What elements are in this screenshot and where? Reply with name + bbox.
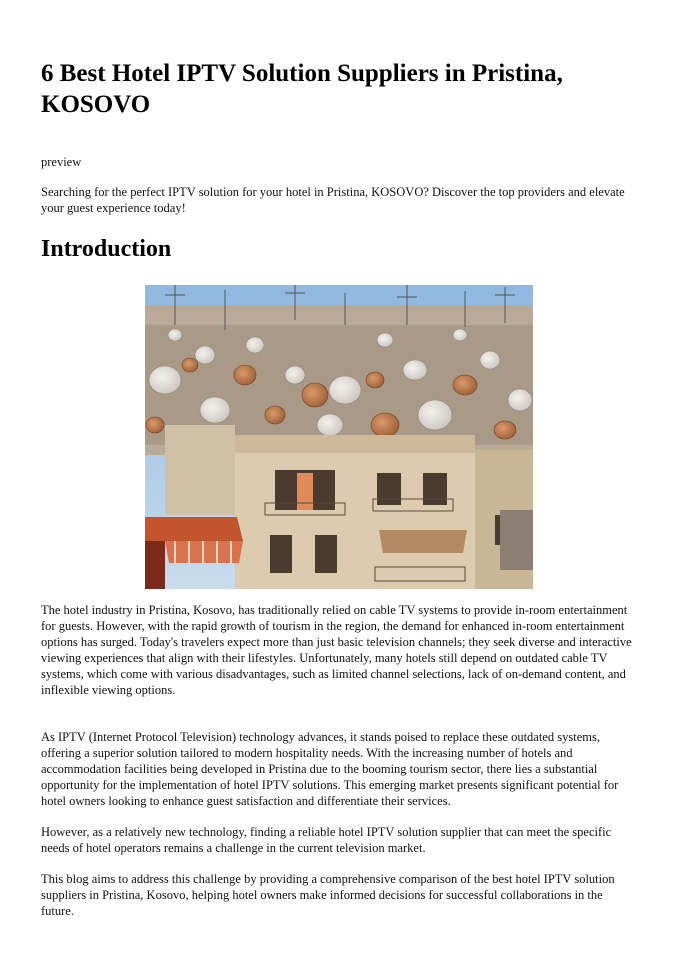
- paragraph-1: The hotel industry in Pristina, Kosovo, has traditionally relied on cable TV systems to provide in-room entertainment for guests. However, with the rapid growth of tourism in the region, the demand for enhanced in-room entertainment options has surged. Today's travelers expect more than just basic television channels; they seek diverse and interactive viewing experiences that align with their lifestyles. Unfortunately, many hotels still depend on outdated cable TV systems, which come with various disadvantages, such as limited channel selections, lack of on-demand content, and inflexible viewing options.: [41, 603, 632, 697]
- rooftop-satellite-dishes-photo: [145, 285, 533, 589]
- paragraph-2: As IPTV (Internet Protocol Television) technology advances, it stands poised to replace these outdated systems, offering a superior solution tailored to modern hospitality needs. With the increasing number of hotels and accommodation facilities being developed in Pristina due to the booming tourism sector, there lies a substantial opportunity for the implementation of hotel IPTV solutions. This emerging market presents significant potential for hotel owners looking to enhance guest satisfaction and differentiate their services.: [41, 730, 619, 808]
- page-title: 6 Best Hotel IPTV Solution Suppliers in Pristina, KOSOVO: [41, 60, 563, 118]
- paragraph-3: However, as a relatively new technology, finding a reliable hotel IPTV solution supplier that can meet the specific needs of hotel operators remains a challenge in the current television market.: [41, 825, 612, 855]
- paragraph-4: This blog aims to address this challenge by providing a comprehensive comparison of the best hotel IPTV solution suppliers in Pristina, Kosovo, helping hotel owners make informed decisions for successful collaborations in the future.: [41, 872, 615, 918]
- section-heading-introduction: Introduction: [41, 236, 172, 262]
- preview-label: preview: [41, 155, 82, 169]
- intro-text: Searching for the perfect IPTV solution for your hotel in Pristina, KOSOVO? Discover the top providers and elevate your guest experience today!: [41, 185, 625, 215]
